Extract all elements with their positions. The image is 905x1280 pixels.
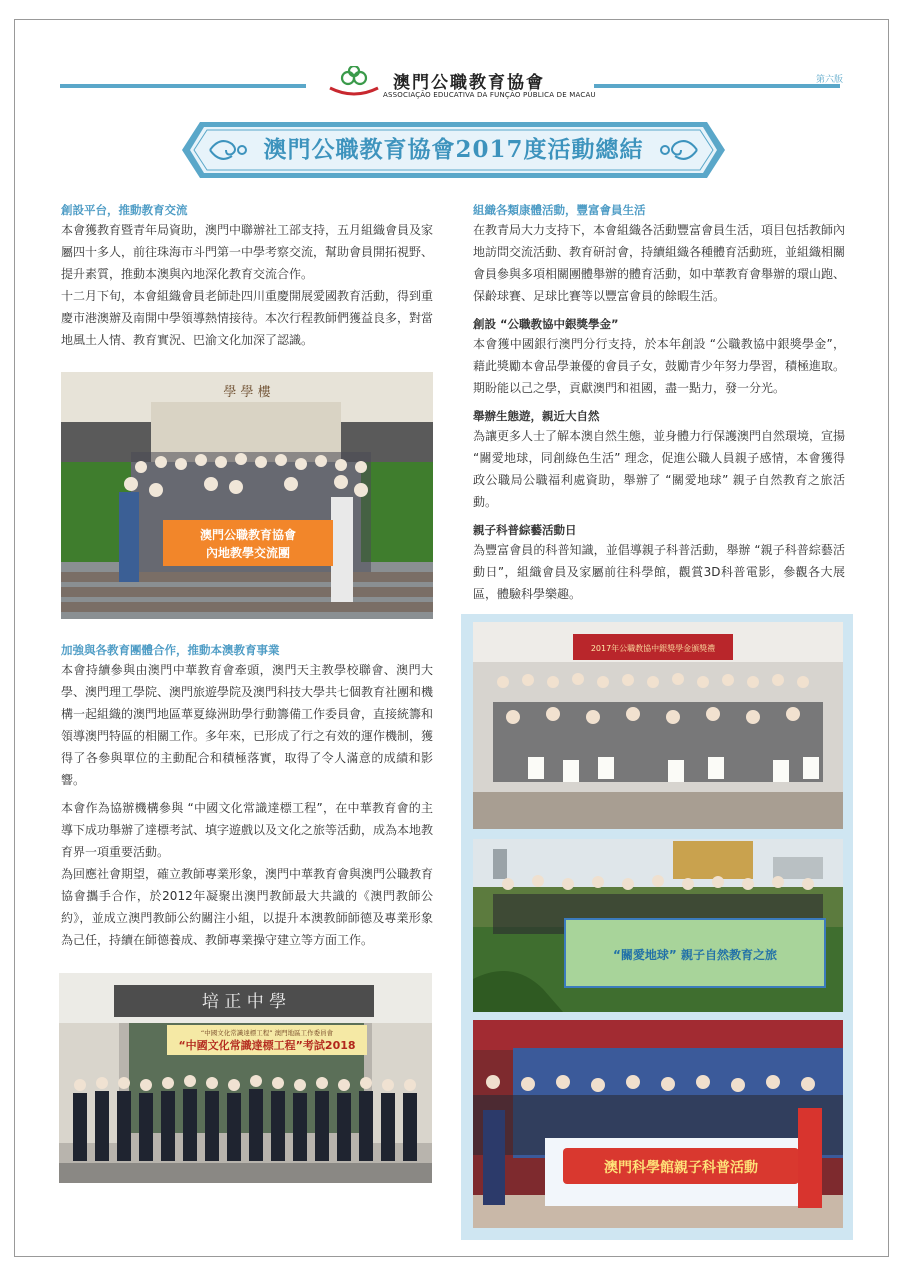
paragraph-cooperation-1: 本會持續參與由澳門中華教育會牽頭，澳門天主教學校聯會、澳門大學、澳門理工學院、澳門旅遊學院及澳門科技大學共七個教育社團和機構一起組織的澳門地區華夏綠洲助學行動籌備工作委員會，直接統籌和領導澳門特區的相關工作。多年來，已形成了行之有效的運作機制，獲得了各參與單位的主動配合和積極落實，取得了令人滿意的成績和影響。 [61,663,434,787]
photo2-banner: “中國文化常識達標工程”考試2018 [178,1039,356,1052]
page-title: 澳門公職教育協會2017度活動總結 [263,136,644,163]
paragraph-recreation: 在教青局大力支持下，本會組織各活動豐富會員生活，項目包括教師內地訪問交流活動、教育研討會，持續組織各種體育活動班，並組織相關會員參與多項相關團體舉辦的體育活動，如中華教育會舉辦的環山跑、保齡球賽、足球比賽等以豐富會員的餘暇生活。 [473,223,846,303]
paragraph-scholarship: 本會獲中國銀行澳門分行支持，於本年創設 “公職教協中銀獎學金”，藉此獎勵本會品學兼優的會員子女，鼓勵青少年努力學習，積極進取。期盼能以己之學，貢獻澳門和祖國，盡一點力，發一分光。 [473,337,846,395]
photo-scholarship-ceremony [473,622,843,829]
page-label: 第六版 [816,75,844,85]
photo2-school-sign: 培 正 中 學 [201,992,287,1012]
photo4-banner: “關愛地球” 親子自然教育之旅 [613,948,777,962]
paragraph-exchange-1: 本會獲教育暨青年局資助，澳門中聯辦社工部支持，五月組織會員及家屬四十多人，前往珠海市斗門第一中學考察交流，幫助會員開拓視野、提升素質，推動本澳與內地深化教育交流合作。 [61,223,434,281]
header-rule-right [594,84,840,88]
photo-eco-tour-group [473,839,843,1012]
heading-science-day: 親子科普綜藝活動日 [473,523,577,537]
heading-eco-tour: 舉辦生態遊，親近大自然 [473,409,600,423]
heading-recreation: 組織各類康體活動，豐富會員生活 [473,203,646,217]
photo5-banner: 澳門科學館親子科普活動 [604,1160,758,1176]
org-name-chinese: 澳門公職教育協會 [393,73,545,93]
photo-mainland-exchange-group [61,372,433,619]
photo-culture-exam-group [59,973,432,1183]
header-rule-left [60,84,306,88]
photo3-banner: 2017年公職教協中銀獎學金頒獎禮 [590,644,716,653]
association-logo-icon [328,66,380,100]
paragraph-exchange-2: 十二月下旬，本會組織會員老師赴四川重慶開展愛國教育活動，得到重慶市港澳辦及南開中學領導熱情接待。本次行程教師們獲益良多，對當地風土人情、教育實況、巴渝文化加深了認識。 [61,289,434,347]
paragraph-science-day: 為豐富會員的科普知識，並倡導親子科普活動，舉辦 “親子科普綜藝活動日”，組織會員及家屬前往科學館，觀賞3D科普電影，參觀各大展區，體驗科學樂趣。 [473,543,845,601]
heading-cooperation: 加強與各教育團體合作，推動本澳教育事業 [61,643,280,657]
paragraph-cooperation-2: 本會作為協辦機構參與 “中國文化常識達標工程”，在中華教育會的主導下成功舉辦了達標考試、填字遊戲以及文化之旅等活動，成為本地教育界一項重要活動。 [61,801,434,859]
heading-exchange-platform: 創設平台，推動教育交流 [61,203,188,217]
photo1-building-sign: 學 學 樓 [223,385,271,400]
photo1-banner-line1: 澳門公職教育協會 [199,528,297,542]
photo1-banner-line2: 內地教學交流團 [205,546,291,560]
org-name-portuguese: ASSOCIAÇÃO EDUCATIVA DA FUNÇÃO PÚBLICA DE MACAU [383,91,596,99]
photo-science-day-group [473,1020,843,1228]
paragraph-eco-tour: 為讓更多人士了解本澳自然生態，並身體力行保護澳門自然環境，宣揚 “關愛地球，同創綠色生活” 理念，促進公職人員親子感情，本會獲得政公職局公職福利處資助，舉辦了 “關愛地球” 親子自然教育之旅活動。 [473,429,846,509]
heading-scholarship: 創設 “公職教協中銀獎學金” [473,317,619,331]
paragraph-cooperation-3: 為回應社會期望，確立教師專業形象，澳門中華教育會與澳門公職教育協會攜手合作，於2012年凝聚出澳門教師最大共識的《澳門教師公約》，並成立澳門教師公約關注小組，以提升本澳教師師德及專業形象為己任，持續在師德養成、教師專業操守建立等方面工作。 [61,867,434,947]
photo2-banner-small: “中國文化常識達標工程” 澳門地區工作委員會 [200,1029,334,1037]
